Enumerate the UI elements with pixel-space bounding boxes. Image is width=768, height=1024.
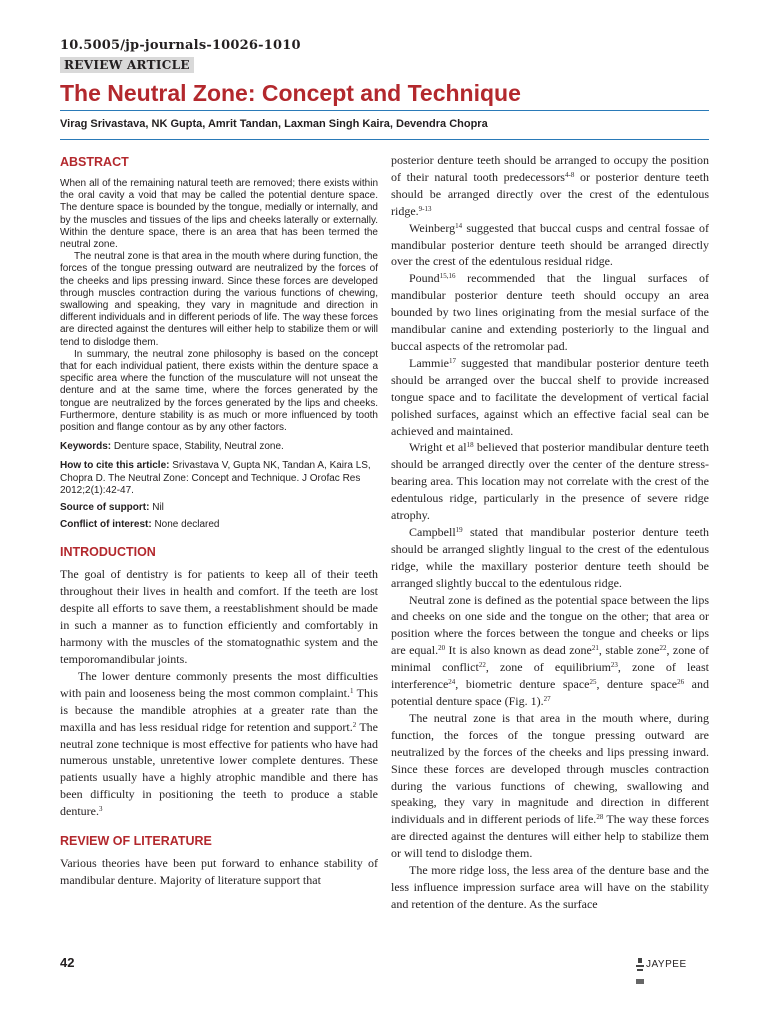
article-title: The Neutral Zone: Concept and Technique <box>60 80 521 106</box>
citation-ref: 9-13 <box>418 204 432 213</box>
body-paragraph: Neutral zone is defined as the potential space between the lips and cheeks on one side and the tongue on the other; that area or position where the forces between the tongue and cheeks or lips are equal.$^{20}$ It is also known as dead zone$^{21}$, stable zone$^{22}$, zone of minimal conflict$^{22}$, zone of equilibrium$^{23}$, zone of least interference$^{24}$, biometric denture space$^{25}$, denture space$^{26}$ and potential denture space (Fig. 1).$^{27}$ <box>391 592 710 708</box>
source-of-support <box>60 502 378 514</box>
support-label: Source of support: <box>60 502 150 514</box>
body-paragraph: Pound$^{15,16}$ recommended that the lingual surfaces of mandibular posterior denture teeth should occupy an area bounded by two lines originating from the mesial surface of the mandibular canine and extending posteriorly to the lingual and buccal aspects of the retromolar pad. <box>391 271 709 353</box>
citation-ref: 23 <box>610 661 618 670</box>
body-paragraph: Various theories have been put forward to enhance stability of mandibular denture. Majority of literature support that <box>60 856 378 887</box>
citation-ref: 19 <box>455 525 463 534</box>
body-paragraph: Lammie$^{17}$ suggested that mandibular posterior denture teeth should be arranged over the buccal shelf to provide increased tongue space and to facilitate the development of vertical facial polished surfaces, against which an effective facial seal can be achieved and maintained. <box>391 355 709 438</box>
citation-ref: 21 <box>591 644 599 653</box>
conflict-label: Conflict of interest: <box>60 519 152 531</box>
citation-ref: 24 <box>448 678 456 687</box>
abstract-heading: ABSTRACT <box>60 155 129 169</box>
citation-ref: 28 <box>596 813 604 822</box>
abstract-paragraph: When all of the remaining natural teeth are removed; there exists within the oral cavity a void that may be called the potential denture space. The denture space is bounded by the tongue, medially or internally, and by the muscles and tissues of the lips and cheeks laterally or externally. Within the denture space, there is an area that has been termed the neutral zone. <box>60 178 378 251</box>
body-paragraph: Wright et $al^{18}$ believed that posterior mandibular denture teeth should be arranged directly over the center of the denture stress-bearing area. This location may not correlate with the crest of the edentulous ridge, particularly in the presence of severe ridge atrophy. <box>391 440 709 523</box>
author-list: Virag Srivastava, NK Gupta, Amrit Tandan, Laxman Singh Kaira, Devendra Chopra <box>60 118 488 130</box>
page-number: 42 <box>60 955 75 970</box>
support-text: Nil <box>152 502 164 514</box>
citation-ref: 4-8 <box>564 170 575 179</box>
body-paragraph: Weinberg$^{14}$ suggested that buccal cusps and central fossae of mandibular posterior denture teeth should be arranged directly over the crest of the edentulous residual ridge. <box>391 220 709 269</box>
doi: 10.5005/jp-journals-10026-1010 <box>60 38 301 53</box>
citation-ref: 2 <box>352 720 357 729</box>
citation-text: Srivastava V, Gupta NK, Tandan A, Kaira LS, Chopra D. The Neutral Zone: Concept and Technique. J Orofac Res 2012;2(1):42-47. <box>60 460 371 496</box>
left-column <box>60 152 378 889</box>
publisher-name: JAYPEE <box>646 959 687 970</box>
citation-ref: 15,16 <box>439 272 456 281</box>
citation-ref: 25 <box>589 678 597 687</box>
body-paragraph: The goal of dentistry is for patients to keep all of their teeth throughout their lives in health and comfort. If the teeth are lost despite all efforts to save them, a reestablishment should be made in such a manner as to function efficiently and comfortably in harmony with the muscles of the stomatognathic system and the temporomandibular joints. <box>60 567 378 667</box>
authors-rule <box>60 139 709 140</box>
article-type-label: REVIEW ARTICLE <box>60 57 194 73</box>
body-paragraph: posterior denture teeth should be arranged to occupy the position of their natural tooth predecessors$^{4-8}$ or posterior denture teeth should be arranged directly over the crest of the edentulous ridge.$^{9-13}$ <box>391 153 709 218</box>
body-paragraph: The lower denture commonly presents the most difficulties with pain and looseness being the most common complaint.$^1$ This is because the mandible atrophies at a greater rate than the maxilla and has less residual ridge for retention and support.$^2$ The neutral zone technique is most effective for patients who have had numerous unstable, unretentive lower complete dentures. These patients usually have a highly atrophic mandible and there has been difficulty in positioning the teeth to produce a stable denture.$^3$ <box>60 668 378 819</box>
citation-ref: 1 <box>350 686 354 695</box>
body-paragraph: The neutral zone is that area in the mouth where, during function, the forces of the tongue pressing outward are neutralized by the forces of the cheeks and lips pressing inward. Since these forces are developed through muscles contraction during the various functions of chewing, swallowing and speaking, they vary in magnitude and direction in different individuals and in different periods of life.$^{28}$ The way these forces are directed against the dentures will either help to stabilize them or will tend to dislodge them. <box>391 710 709 861</box>
citation-ref: 17 <box>448 356 456 365</box>
citation <box>60 460 378 497</box>
introduction-heading: INTRODUCTION <box>60 545 156 560</box>
title-rule <box>60 110 709 111</box>
keywords <box>60 441 378 453</box>
citation-ref: 27 <box>543 695 551 703</box>
citation-ref: 3 <box>98 805 103 814</box>
citation-ref: 14 <box>455 221 463 230</box>
citation-ref: 18 <box>466 441 474 450</box>
citation-ref: 22 <box>478 661 486 670</box>
citation-label: How to cite this article: <box>60 460 170 472</box>
review-heading: REVIEW OF LITERATURE <box>60 834 212 849</box>
publisher-logo-icon <box>635 955 645 989</box>
body-paragraph: The more ridge loss, the less area of the denture base and the less influence impression surface area will have on the stability and retention of the denture. As the surface <box>391 863 709 911</box>
citation-ref: 26 <box>677 678 685 687</box>
abstract-paragraph: The neutral zone is that area in the mouth where during function, the forces of the tongue pressing outward are neutralized by the forces of the cheeks and lips pressing inward. Since these forces are developed through muscles contraction during the various functions of chewing, swallowing and speaking, they vary in magnitude and direction in different individuals and in different periods of life. The way these forces are directed against the dentures will either help to stabilize them or will tend to dislodge them. <box>60 251 378 348</box>
body-paragraph: Campbell$^{19}$ stated that mandibular posterior denture teeth should be arranged slightly lingual to the crest of the edentulous ridge, while the maxillary posterior denture teeth should be arranged slightly buccal to the edentulous ridge. <box>391 524 709 590</box>
right-column <box>391 152 709 913</box>
conflict-text: None declared <box>154 519 220 531</box>
citation-ref: 22 <box>659 644 667 653</box>
citation-ref: 20 <box>438 644 446 653</box>
conflict-of-interest <box>60 519 378 531</box>
abstract-paragraph: In summary, the neutral zone philosophy is based on the concept that for each individual patient, there exists within the denture space a specific area where the function of the musculature will not unseat the denture and at the same time, where the forces generated by the tongue are neutralized by the forces generated by the lips and cheeks. Furthermore, denture stability is as much or more influenced by tooth position and flange contour as by any other factors. <box>60 348 378 434</box>
keywords-label: Keywords: <box>60 441 112 453</box>
keywords-text: Denture space, Stability, Neutral zone. <box>113 441 284 453</box>
